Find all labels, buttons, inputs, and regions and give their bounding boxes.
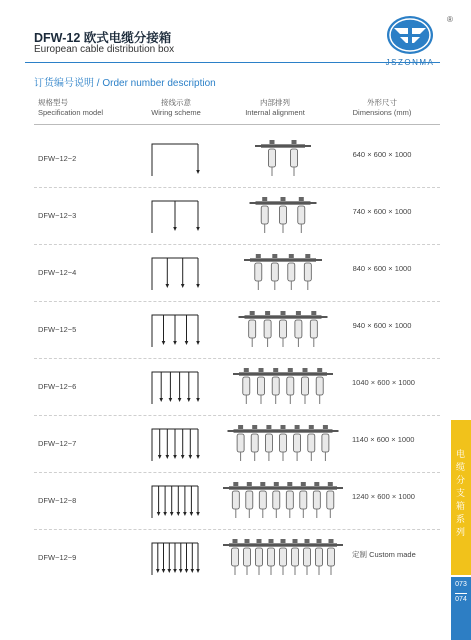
series-label (451, 448, 471, 539)
dimensions-cell: 840 × 600 × 1000 (352, 264, 412, 273)
column-header-dimensions (350, 98, 414, 118)
row-divider (34, 187, 440, 188)
row-divider (34, 301, 440, 302)
dimensions-cell: 1140 × 600 × 1000 (352, 435, 415, 444)
row-divider (34, 529, 440, 530)
registered-mark: ® (447, 15, 453, 24)
row-divider (34, 415, 440, 416)
column-header-wiring-en: Wiring scheme (151, 108, 201, 117)
series-sidebar (451, 420, 471, 575)
page-number-divider (455, 593, 467, 594)
model-cell: DFW−12−8 (38, 496, 77, 505)
wiring-scheme-icon (150, 254, 206, 290)
column-header-dimensions-en: Dimensions (mm) (352, 108, 412, 117)
dimensions-cell: 740 × 600 × 1000 (352, 207, 412, 216)
column-header-internal (230, 98, 320, 118)
internal-alignment-icon (218, 476, 348, 524)
wiring-scheme-icon (150, 197, 206, 233)
series-label-char: 分 (455, 475, 466, 485)
internal-alignment-icon (218, 362, 348, 410)
page-number-bottom: 074 (455, 596, 467, 603)
column-header-wiring (146, 98, 206, 118)
series-label-char: 支 (455, 488, 466, 498)
internal-alignment-icon (218, 305, 348, 353)
dimensions-cell: 1240 × 600 × 1000 (352, 492, 415, 501)
model-cell: DFW−12−7 (38, 439, 77, 448)
internal-alignment-icon (218, 191, 348, 239)
column-header-model-cn: 规格型号 (38, 98, 68, 107)
internal-alignment-icon (218, 419, 348, 467)
series-label-char: 电 (455, 449, 466, 459)
wiring-scheme-icon (150, 311, 206, 347)
model-cell: DFW−12−3 (38, 211, 77, 220)
column-header-internal-cn: 内部排列 (260, 98, 290, 107)
page-number-box (451, 577, 471, 640)
column-header-internal-en: Internal alignment (245, 108, 305, 117)
model-cell: DFW−12−2 (38, 154, 77, 163)
column-header-wiring-cn: 接线示意 (161, 98, 191, 107)
wiring-scheme-icon (150, 425, 206, 461)
model-cell: DFW−12−9 (38, 553, 77, 562)
row-divider (34, 472, 440, 473)
series-label-char: 列 (455, 527, 466, 537)
page-title: DFW-12 欧式电缆分接箱 (34, 31, 172, 45)
brand-logo (382, 14, 438, 74)
section-title: 订货编号说明 / Order number description (34, 78, 216, 89)
wiring-scheme-icon (150, 140, 206, 176)
dimensions-cell: 940 × 600 × 1000 (352, 321, 412, 330)
internal-alignment-icon (218, 134, 348, 182)
row-divider (34, 358, 440, 359)
page-subtitle: European cable distribution box (34, 44, 175, 55)
internal-alignment-icon (218, 533, 348, 581)
wiring-scheme-icon (150, 482, 206, 518)
header-divider (25, 62, 440, 63)
column-header-model (38, 98, 103, 118)
dimensions-cell: 1040 × 600 × 1000 (352, 378, 415, 387)
internal-alignment-icon (218, 248, 348, 296)
model-cell: DFW−12−6 (38, 382, 77, 391)
dimensions-cell: 640 × 600 × 1000 (352, 150, 412, 159)
column-header-model-en: Specification model (38, 108, 104, 117)
model-cell: DFW−12−5 (38, 325, 77, 334)
jszonma-logo-icon (382, 14, 438, 58)
column-header-dimensions-cn: 外形尺寸 (367, 98, 397, 107)
wiring-scheme-icon (150, 539, 206, 575)
series-label-char: 缆 (455, 462, 466, 472)
series-label-char: 箱 (455, 501, 466, 511)
row-divider (34, 244, 440, 245)
table-header-divider (34, 124, 440, 125)
page-number-top: 073 (455, 581, 467, 588)
dimensions-cell: 定制 Custom made (352, 550, 416, 559)
series-label-char: 系 (455, 514, 466, 524)
wiring-scheme-icon (150, 368, 206, 404)
model-cell: DFW−12−4 (38, 268, 77, 277)
brand-name: JSZONMA (385, 58, 435, 67)
